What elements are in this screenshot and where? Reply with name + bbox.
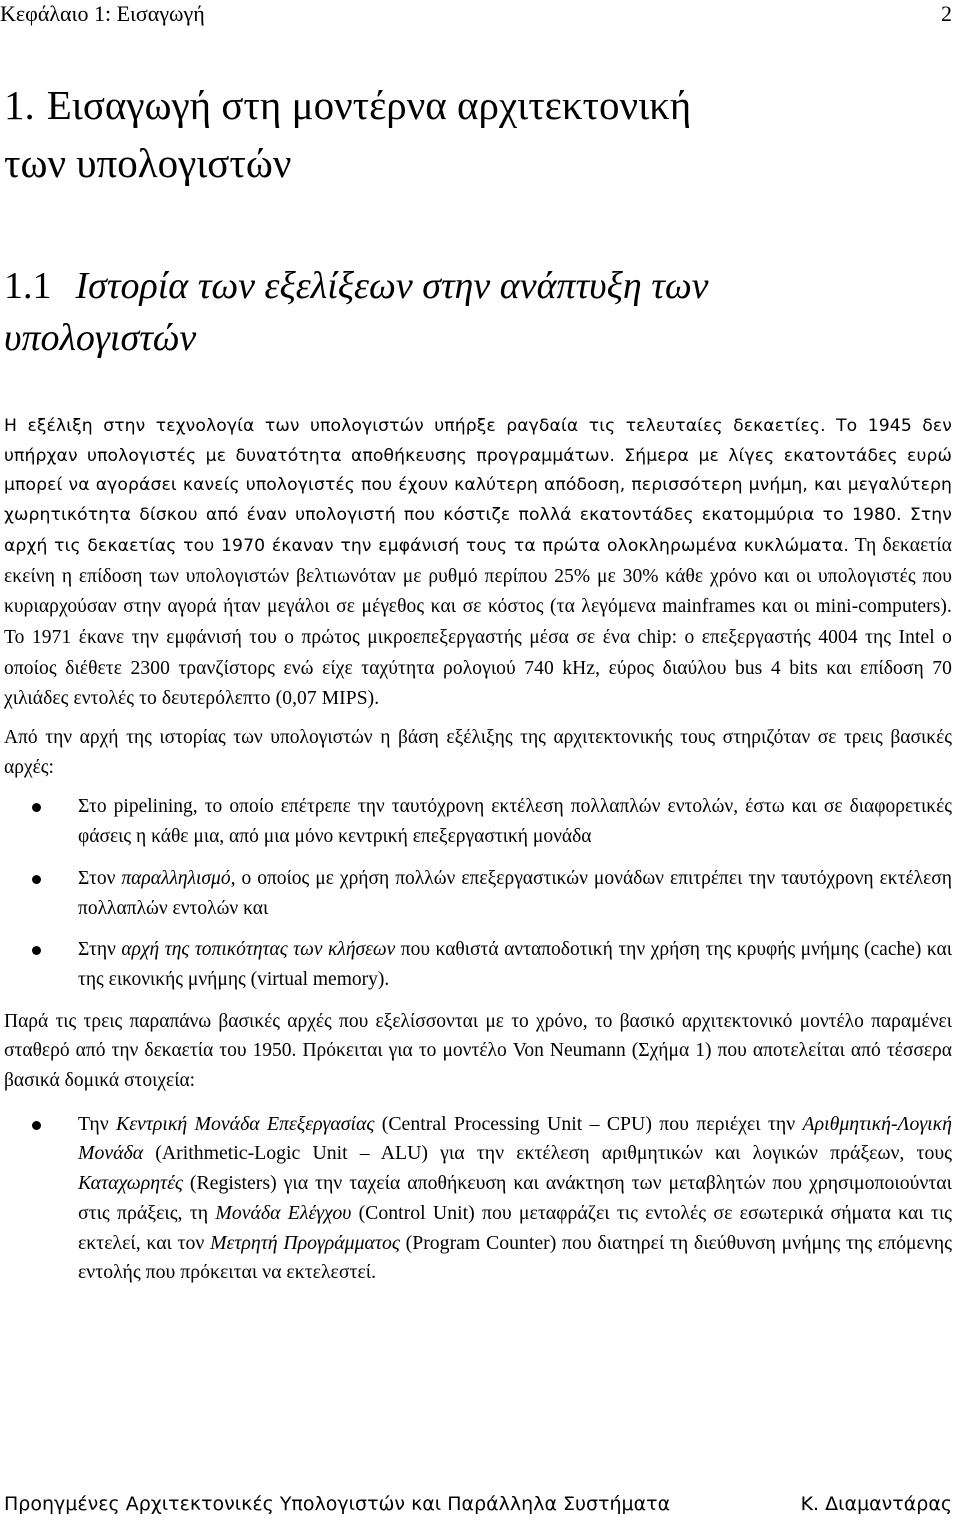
bullet-icon [32,946,41,955]
principle-emphasis: παραλληλισμό [121,867,231,889]
principle-text: Στο pipelining, το οποίο επέτρεπε την ταυτόχρονη εκτέλεση πολλαπλών εντολών, έστω και σε διαφορετικές φάσεις η κάθε μια, από μια μόνο κεντρική επεξεργαστική μονάδα [78,796,952,848]
list-item [4,792,952,851]
principle-emphasis: αρχή της τοπικότητας των κλήσεων [121,939,396,961]
paragraph-principles-intro: Από την αρχή της ιστορίας των υπολογιστών η βάση εξέλιξης της αρχιτεκτονικής τους στηριζόταν σε τρεις βασικές αρχές: [4,727,952,778]
principle-text-pre: Στην [78,939,122,961]
section-number: 1.1 [4,265,52,307]
cpu-text: Την [78,1112,117,1135]
section-title-line1: Ιστορία των εξελίξεων στην ανάπτυξη των [75,265,709,307]
footer-book-title: Προηγμένες Αρχιτεκτονικές Υπολογιστών και Παράλληλα Συστήματα [4,1493,671,1515]
list-item [4,864,952,923]
principle-text-post: , ο οποίος με χρήση πολλών επεξεργαστικών μονάδων επιτρέπει την ταυτόχρονη εκτέλεση πολλαπλών εντολών και [78,867,952,919]
von-neumann-components-list [4,1110,952,1288]
principle-text-post: που καθιστά ανταποδοτική την χρήση της κρυφής μνήμης (cache) και της εικονικής μνήμης (virtual memory). [78,939,953,990]
cpu-term: Κεντρική Μονάδα Επεξεργασίας [116,1112,375,1135]
cpu-text: (Arithmetic-Logic Unit – ALU) για την εκτέλεση αριθμητικών και λογικών πράξεων, τους [143,1142,952,1165]
chapter-title-line1: Εισαγωγή στη μοντέρνα αρχιτεκτονική [46,82,692,128]
page-footer [4,1490,952,1520]
cpu-text: (Registers) για την ταχεία αποθήκευση και ανάκτηση των μεταβλητών που χρησιμοποιούνται στις πράξεις, τη [78,1172,952,1224]
section-title-line2: υπολογιστών [4,317,197,359]
principle-text-pre: Στον [78,867,122,889]
footer-author: Κ. Διαμαντάρας [800,1493,952,1515]
program-counter-term: Μετρητή Προγράμματος [210,1231,400,1254]
bullet-icon [32,1121,41,1130]
paragraph-von-neumann: Παρά τις τρεις παραπάνω βασικές αρχές που εξελίσσονται με το χρόνο, το βασικό αρχιτεκτονικό μοντέλο παραμένει σταθερό από την δεκαετία του 1950. Πρόκειται για το μοντέλο Von Neumann (Σχήμα 1) που αποτελείται από τέσσερα βασικά δομικά στοιχεία: [4,1010,952,1092]
principles-list [4,792,952,994]
alu-term: Αριθμητική-Λογική Μονάδα [78,1112,952,1165]
page-number: 2 [941,1,952,26]
registers-term: Καταχωρητές [78,1172,183,1195]
list-item [4,935,952,994]
chapter-header: Κεφάλαιο 1: Εισαγωγή [0,1,205,26]
chapter-title-line2: των υπολογιστών [4,140,292,186]
paragraph-history [4,412,952,715]
chapter-title [4,76,944,192]
paragraph-history-part1: Η εξέλιξη στην τεχνολογία των υπολογιστών υπήρξε ραγδαία τις τελευταίες δεκαετίες. Το 1945 δεν υπήρχαν υπολογιστές με δυνατότητα αποθήκευσης προγραμμάτων. Σήμερα με λίγες εκατοντάδες ευρώ μπορεί να αγοράσει κανείς υπολογιστές που έχουν καλύτερη απόδοση, περισσότερη μνήμη, και μεγαλύτερη χωρητικότητα δίσκου από έναν υπολογιστή που κόστιζε πολλά εκατοντάδες εκατομμύρια το 1980. Στην αρχή τις δεκαετίας του 1970 έκαναν την εμφάνισή τους τα πρώτα ολοκληρωμένα κυκλώματα. [4,416,952,556]
page-header [0,0,952,30]
chapter-number: 1. [4,82,35,128]
list-item [4,1110,952,1288]
bullet-icon [32,803,41,812]
cpu-text: (Central Processing Unit – CPU) που περιέχει την [374,1112,803,1135]
body-text [4,412,952,1300]
section-title [4,260,944,364]
bullet-icon [32,875,41,884]
paragraph-history-part2: Τη δεκαετία εκείνη η επίδοση των υπολογιστών βελτιωνόταν με ρυθμό περίπου 25% με 30% κάθε χρόνο και οι υπολογιστές που κυριαρχούσαν στην αγορά ήταν μεγάλοι σε μέγεθος και σε κόστος (τα λεγόμενα mainframes και οι mini-computers). Το 1971 έκανε την εμφάνισή του ο πρώτος μικροεπεξεργαστής μέσα σε ένα chip: ο επεξεργαστής 4004 της Intel ο οποίος διέθετε 2300 τρανζίστορς ενώ είχε ταχύτητα ρολογιού 740 kHz, εύρος διαύλου bus 4 bits και επίδοση 70 χιλιάδες εντολές το δευτερόλεπτο (0,07 MIPS). [4,534,952,710]
control-unit-term: Μονάδα Ελέγχου [215,1201,352,1224]
cpu-text: (Control Unit) που μεταφράζει τις εντολές σε εσωτερικά σήματα και τις εκτελεί, και τον [78,1201,952,1254]
cpu-text: (Program Counter) που διατηρεί τη διεύθυνση μνήμης της επόμενης εντολής που πρόκειται να εκτελεστεί. [78,1231,952,1284]
